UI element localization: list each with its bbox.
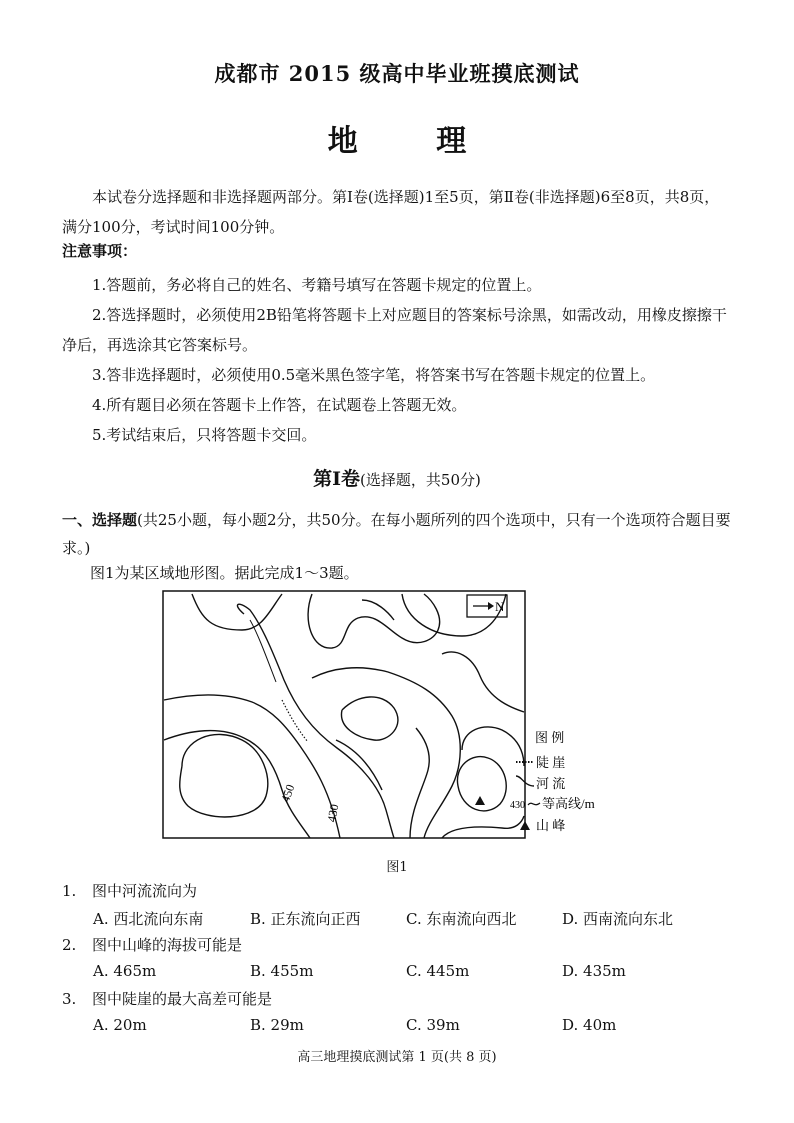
figure-caption: 图1 [386,860,408,875]
option-a[interactable]: A. 465m [93,962,157,980]
cliff-line [282,700,308,742]
legend-contour-icon [528,803,540,805]
section-heading-text: (共25小题，每小题2分，共50分。在每小题所列的四个选项中，只有一个选项符合题目要求。) [62,511,731,557]
contour-line [192,594,282,630]
exam-intro: 本试卷分选择题和非选择题两部分。第Ⅰ卷(选择题)1至5页，第Ⅱ卷(非选择题)6至8页，共8页，满分100分，考试时间100分钟。 [62,188,720,236]
legend-title: 图 例 [535,730,565,745]
question-number: 2. [62,936,77,954]
part-title-main: 第Ⅰ卷 [313,468,361,490]
notice-item: 2.答选择题时，必须使用2B铅笔将答题卡上对应题目的答案标号涂黑，如需改动，用橡皮擦擦干净后，再选涂其它答案标号。 [62,306,727,354]
notice-heading: 注意事项： [62,242,138,260]
notice-item: 4.所有题目必须在答题卡上作答，在试题卷上答题无效。 [92,396,467,414]
contour-label: 430 [324,802,342,824]
question-stem: 图中山峰的海拔可能是 [92,936,243,954]
option-b[interactable]: B. 29m [250,1016,304,1034]
question-stem: 图中陡崖的最大高差可能是 [92,990,273,1008]
question-1 [62,880,197,901]
question-stem: 图中河流流向为 [92,882,198,900]
peak-icon [475,796,485,805]
contour-line [336,740,382,790]
option-a[interactable]: A. 西北流向东南 [93,910,204,928]
exam-title: 成都市 2015 级高中毕业班摸底测试 [214,61,580,86]
option-c[interactable]: C. 445m [406,962,470,980]
option-d[interactable]: D. 435m [562,962,626,980]
contour-line [410,728,429,838]
legend-river-label: 河 流 [536,776,566,791]
option-c[interactable]: C. 39m [406,1016,460,1034]
option-c[interactable]: C. 东南流向西北 [406,910,517,928]
question-number: 1. [62,882,77,900]
map-question-intro: 图1为某区域地形图。据此完成1～3题。 [90,564,359,582]
page-footer: 高三地理摸底测试第 1 页(共 8 页) [297,1050,497,1065]
topographic-map [162,590,732,846]
question-2 [62,934,242,955]
option-b[interactable]: B. 455m [250,962,314,980]
option-d[interactable]: D. 40m [562,1016,617,1034]
legend-contour-value: 430 [510,800,525,811]
contour-label: 450 [278,782,298,805]
notice-item: 5.考试结束后，只将答题卡交回。 [92,426,317,444]
legend-peak-label: 山 峰 [536,818,566,833]
part-title [0,464,794,491]
option-a[interactable]: A. 20m [93,1016,147,1034]
contour-line [442,816,524,838]
contour-line [164,695,340,838]
section-heading [62,506,734,562]
legend-peak-icon [520,821,530,830]
north-label: N [495,599,505,614]
section-heading-label: 一、选择题 [62,511,138,529]
subject-title: 地 理 [327,124,501,159]
question-number: 3. [62,990,77,1008]
north-arrowhead-icon [488,602,494,610]
legend-contour-label: 等高线/m [542,796,595,811]
legend-cliff-label: 陡 崖 [536,755,566,770]
notice-item: 1.答题前，务必将自己的姓名、考籍号填写在答题卡规定的位置上。 [92,276,542,294]
part-title-sub: (选择题，共50分) [360,471,481,489]
question-3 [62,988,272,1009]
contour-line [180,734,268,817]
notice-item: 3.答非选择题时，必须使用0.5毫米黑色签字笔，将答案书写在答题卡规定的位置上。 [92,366,656,384]
contour-line [442,652,524,712]
option-d[interactable]: D. 西南流向东北 [562,910,674,928]
river-line [237,604,394,838]
contour-line [341,697,397,740]
option-b[interactable]: B. 正东流向正西 [250,910,361,928]
contour-line [402,594,506,636]
map-frame [163,591,525,838]
